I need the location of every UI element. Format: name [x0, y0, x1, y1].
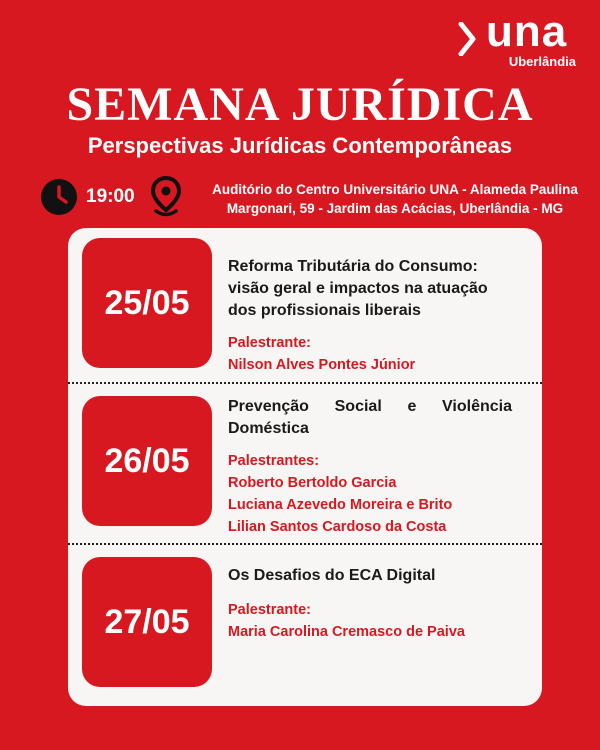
chevron-logo-icon	[458, 22, 484, 56]
logo-city: Uberlândia	[508, 54, 576, 69]
event-title-line: Os Desafios do ECA Digital	[228, 567, 436, 584]
schedule-card	[68, 228, 542, 706]
page-title: SEMANA JURÍDICA	[66, 78, 534, 131]
event-info	[40, 176, 580, 220]
logo-wordmark: una	[486, 7, 568, 56]
speaker-name: Lilian Santos Cardoso da Costa	[228, 519, 447, 535]
event-title	[228, 396, 512, 440]
event-date: 25/05	[82, 238, 212, 368]
event-item	[68, 228, 542, 384]
speaker-name: Nilson Alves Pontes Júnior	[228, 357, 416, 373]
clock-icon	[40, 178, 78, 216]
map-pin-icon	[150, 176, 182, 218]
event-item	[68, 384, 542, 544]
speaker-name: Maria Carolina Cremasco de Paiva	[228, 624, 465, 640]
speaker-label: Palestrante:	[228, 335, 312, 351]
event-title-line: Doméstica	[228, 420, 309, 437]
event-date: 26/05	[82, 396, 212, 526]
event-title-line: Reforma Tributária do Consumo:	[228, 258, 478, 275]
speaker-label: Palestrante:	[228, 602, 312, 618]
event-date: 27/05	[82, 557, 212, 687]
address-line: Auditório do Centro Universitário UNA - Alameda Paulina	[212, 182, 578, 197]
una-logo	[458, 7, 578, 74]
event-title-line: Prevenção Social e Violência	[228, 398, 512, 415]
event-title	[228, 565, 512, 587]
address-line: Margonari, 59 - Jardim das Acácias, Uberlândia - MG	[226, 201, 564, 216]
event-title	[228, 256, 512, 322]
event-time: 19:00	[86, 186, 135, 207]
event-item	[68, 545, 542, 706]
speaker-label: Palestrantes:	[228, 453, 320, 469]
event-address	[212, 180, 578, 218]
event-title-line: dos profissionais liberais	[228, 302, 421, 319]
page-subtitle: Perspectivas Jurídicas Contemporâneas	[87, 133, 513, 158]
speaker-name: Roberto Bertoldo Garcia	[228, 475, 397, 491]
event-title-line: visão geral e impactos na atuação	[228, 280, 488, 297]
speaker-name: Luciana Azevedo Moreira e Brito	[228, 497, 453, 513]
